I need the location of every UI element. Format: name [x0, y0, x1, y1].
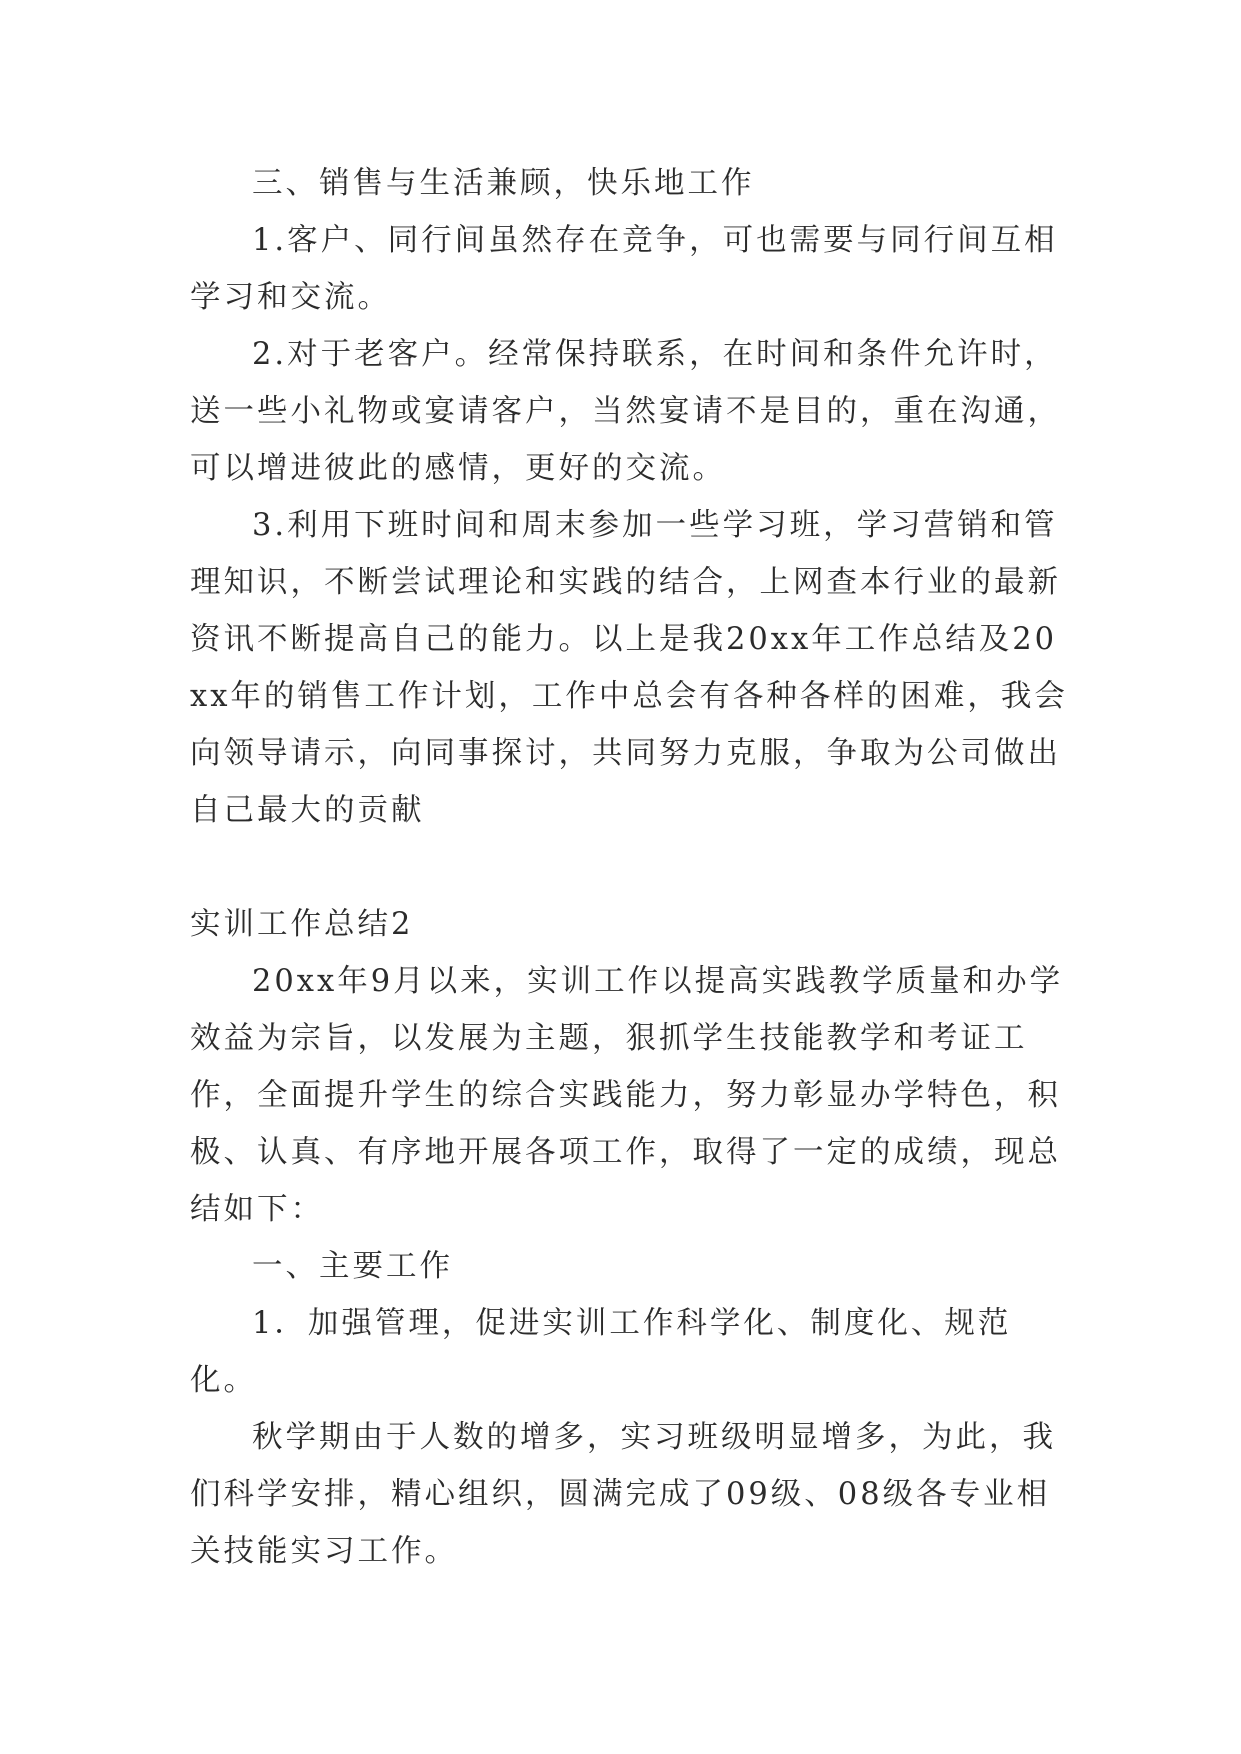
- list-item-2: 2.对于老客户。经常保持联系，在时间和条件允许时，送一些小礼物或宴请客户，当然宴请不是目的，重在沟通，可以增进彼此的感情，更好的交流。: [190, 337, 1061, 486]
- management-item: 1．加强管理，促进实训工作科学化、制度化、规范化。: [190, 1306, 1012, 1398]
- blank-line: [190, 839, 1070, 896]
- document-body: [190, 155, 1070, 1580]
- main-work-heading: 一、主要工作: [252, 1249, 453, 1284]
- list-item-3: 3.利用下班时间和周末参加一些学习班，学习营销和管理知识，不断尝试理论和实践的结合，上网查本行业的最新资讯不断提高自己的能力。以上是我20xx年工作总结及20xx年的销售工作计划，工作中总会有各种各样的困难，我会向领导请示，向同事探讨，共同努力克服，争取为公司做出自己最大的贡献: [190, 508, 1068, 828]
- autumn-paragraph: 秋学期由于人数的增多，实习班级明显增多，为此，我们科学安排，精心组织，圆满完成了09级、08级各专业相关技能实习工作。: [190, 1420, 1056, 1569]
- section-title-2: 实训工作总结2: [190, 907, 414, 942]
- list-item-1: 1.客户、同行间虽然存在竞争，可也需要与同行间互相学习和交流。: [190, 223, 1058, 315]
- section3-heading: 三、销售与生活兼顾，快乐地工作: [252, 166, 755, 201]
- intro-paragraph: 20xx年9月以来，实训工作以提高实践教学质量和办学效益为宗旨，以发展为主题，狠抓学生技能教学和考证工作，全面提升学生的综合实践能力，努力彰显办学特色，积极、认真、有序地开展各项工作，取得了一定的成绩，现总结如下：: [190, 964, 1064, 1227]
